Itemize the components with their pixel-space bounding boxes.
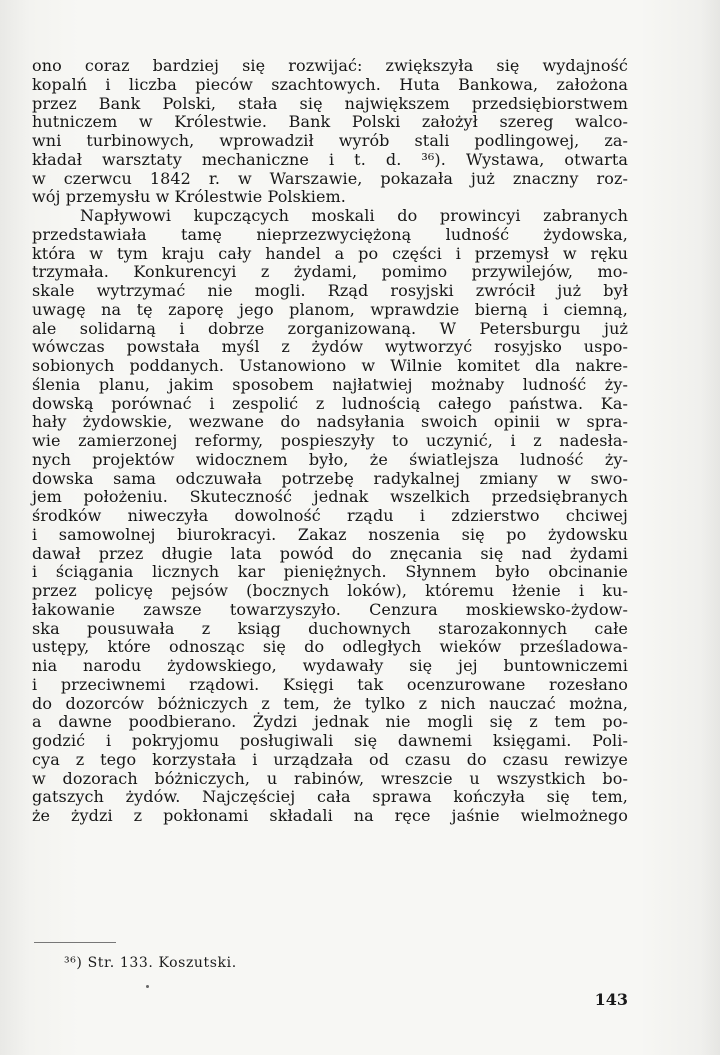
text-line: wój przemysłu w Królestwie Polskiem. — [32, 187, 346, 207]
text-line: ustępy, które odnosząc się do odległych wieków prześladowa- — [32, 637, 628, 657]
text-line: ono coraz bardziej się rozwijać: zwiększyła się wydajność — [32, 56, 628, 75]
body-text — [32, 57, 628, 826]
text-line: przez policyę pejsów (bocznych loków), któremu łżenie i ku- — [32, 581, 628, 600]
text-line: wie zamierzonej reformy, pospieszyły to uczynić, i z nadesła- — [32, 431, 628, 450]
text-line: a dawne poodbierano. Żydzi jednak nie mogli się z tem po- — [32, 712, 628, 732]
text-line: hutniczem w Królestwie. Bank Polski założył szereg walco- — [32, 112, 628, 132]
footnote-divider — [34, 942, 116, 943]
text-line: ska pousuwała z ksiąg duchownych starozakonnych całe — [32, 618, 628, 638]
text-line: uwagę na tę zaporę jego planom, wprawdzie bierną i ciemną, — [32, 299, 628, 319]
text-line: łakowanie zawsze towarzyszyło. Cenzura moskiewsko-żydow- — [32, 599, 628, 619]
text-line: skale wytrzymać nie mogli. Rząd rosyjski zwrócił już był — [32, 281, 628, 300]
text-line: godzić i pokryjomu posługiwali się dawnemi księgami. Poli- — [32, 731, 628, 750]
text-line: w dozorach bóżniczych, u rabinów, wreszcie u wszystkich bo- — [32, 768, 628, 788]
text-line: hały żydowskie, wezwane do nadsyłania swoich opinii w spra- — [32, 412, 628, 432]
text-line: i samowolnej biurokracyi. Zakaz noszenia się po żydowsku — [32, 524, 628, 544]
text-line: że żydzi z pokłonami składali na ręce jaśnie wielmożnego — [32, 806, 628, 825]
text-line: trzymała. Konkurencyi z żydami, pomimo przywilejów, mo- — [32, 262, 628, 282]
text-line: kładał warsztaty mechaniczne i t. d. ³⁶). Wystawa, otwarta — [32, 149, 628, 169]
page-number: 143 — [594, 990, 628, 1009]
text-line: sobionych poddanych. Ustanowiono w Wilnie komitet dla nakre- — [32, 356, 628, 375]
text-line: dowska sama odczuwała potrzebę radykalnej zmiany w swo- — [32, 468, 628, 488]
text-line: kopalń i liczba pieców szachtowych. Huta Bankowa, założona — [32, 74, 628, 94]
footnote — [64, 955, 237, 971]
text-line: i przeciwnemi rządowi. Księgi tak ocenzurowane rozesłano — [32, 674, 628, 694]
text-line: nych projektów widocznem było, że światlejsza ludność ży- — [32, 449, 628, 469]
text-line: która w tym kraju cały handel a po części i przemysł w ręku — [32, 243, 628, 263]
text-line: do dozorców bóżniczych z tem, że tylko z nich nauczać można, — [32, 693, 628, 713]
text-line: ślenia planu, jakim sposobem najłatwiej możnaby ludność ży- — [32, 374, 628, 394]
text-line: przedstawiała tamę nieprzezwyciężoną ludność żydowska, — [32, 224, 628, 244]
text-line: ale solidarną i dobrze zorganizowaną. W Petersburgu już — [32, 318, 628, 338]
text-line: wówczas powstała myśl z żydów wytworzyć rosyjsko uspo- — [32, 337, 628, 357]
text-line: wni turbinowych, wprowadził wyrób stali podlingowej, za- — [32, 131, 628, 150]
footnote-marker: ³⁶) — [64, 955, 83, 971]
text-line: jem położeniu. Skuteczność jednak wszelkich przedsiębranych — [32, 487, 628, 507]
text-line: nia narodu żydowskiego, wydawały się jej buntowniczemi — [32, 656, 628, 675]
text-line: w czerwcu 1842 r. w Warszawie, pokazała już znaczny roz- — [32, 168, 628, 188]
text-line: dowską porównać i zespolić z ludnością całego państwa. Ka- — [32, 393, 628, 413]
text-line: środków niweczyła dowolność rządu i zdzierstwo chciwej — [32, 506, 628, 525]
text-line: gatszych żydów. Najczęściej cała sprawa kończyła się tem, — [32, 787, 628, 807]
footnote-text: Str. 133. Koszutski. — [87, 955, 237, 971]
text-line: dawał przez długie lata powód do znęcania się nad żydami — [32, 543, 628, 563]
text-line: przez Bank Polski, stała się największem przedsiębiorstwem — [32, 93, 628, 113]
text-line: cya z tego korzystała i urządzała od czasu do czasu rewizye — [32, 749, 628, 769]
print-speck — [146, 985, 149, 988]
text-line: i ściągania licznych kar pieniężnych. Słynnem było obcinanie — [32, 562, 628, 582]
paragraph-start-line: Napływowi kupczących moskali do prowincyi zabranych — [80, 206, 628, 225]
